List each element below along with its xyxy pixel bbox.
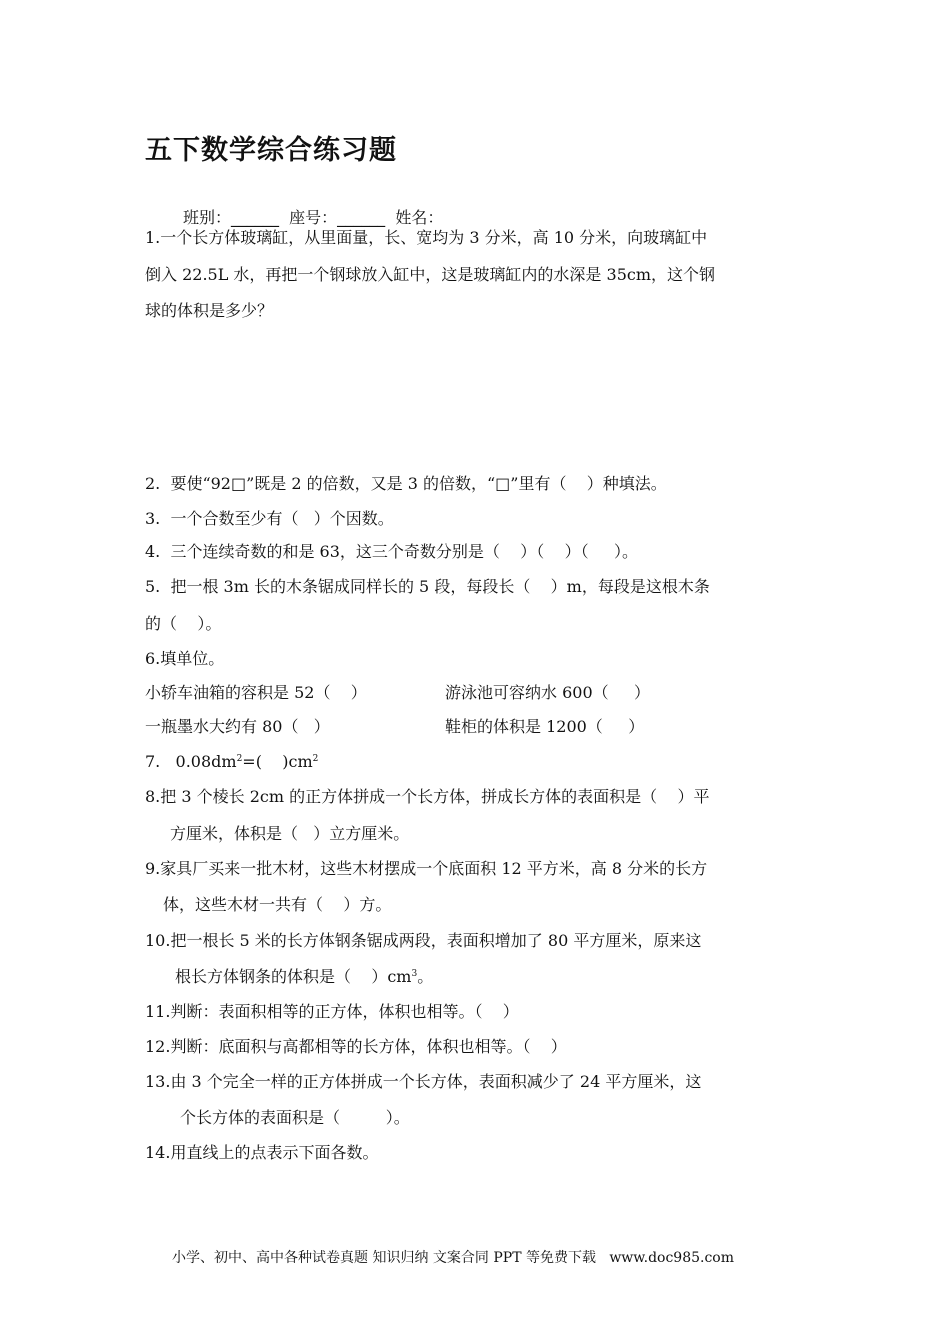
question-6-item-pool: 游泳池可容纳水 600（ ）	[445, 683, 651, 702]
question-13-line-1: 13.由 3 个完全一样的正方体拼成一个长方体，表面积减少了 24 平方厘米，这	[145, 1072, 702, 1091]
question-5-line-1: 5. 把一根 3m 长的木条锯成同样长的 5 段，每段长（ ）m，每段是这根木条	[145, 577, 710, 596]
page-title: 五下数学综合练习题	[145, 135, 397, 166]
question-6-item-ink: 一瓶墨水大约有 80（ ）	[145, 717, 330, 736]
question-6-item-shoe-cabinet: 鞋柜的体积是 1200（ ）	[445, 717, 645, 736]
question-1-line-2: 倒入 22.5L 水，再把一个钢球放入缸中，这是玻璃缸内的水深是 35cm，这个钢	[145, 265, 716, 284]
question-9-line-2: 体，这些木材一共有（ ）方。	[163, 895, 392, 914]
question-6-heading: 6.填单位。	[145, 649, 225, 668]
question-7-rhs: =( )cm	[242, 752, 313, 771]
question-11: 11.判断：表面积相等的正方体，体积也相等。（ ）	[145, 1002, 519, 1021]
question-7	[145, 752, 318, 772]
question-10-line-2-end: 。	[417, 967, 434, 986]
page-footer: 小学、初中、高中各种试卷真题 知识归纳 文案合同 PPT 等免费下载 www.doc985.com	[172, 1250, 735, 1266]
question-4: 4. 三个连续奇数的和是 63，这三个奇数分别是（ ）（ ）（ ）。	[145, 542, 639, 561]
question-2: 2. 要使“92□”既是 2 的倍数，又是 3 的倍数，“□”里有（ ）种填法。	[145, 474, 667, 493]
question-12: 12.判断：底面积与高都相等的长方体，体积也相等。（ ）	[145, 1037, 567, 1056]
question-7-lhs: 7. 0.08dm	[145, 752, 237, 771]
question-6-item-car-tank: 小轿车油箱的容积是 52（ ）	[145, 683, 367, 702]
question-8-line-1: 8.把 3 个棱长 2cm 的正方体拼成一个长方体，拼成长方体的表面积是（ ）平	[145, 787, 710, 806]
student-info-line: 班别：______ 座号：______ 姓名：	[183, 208, 444, 227]
question-7-exponent-2: 2	[312, 754, 319, 764]
question-10-line-1: 10.把一根长 5 米的长方体钢条锯成两段，表面积增加了 80 平方厘米，原来这	[145, 931, 702, 950]
question-10-exponent: 3	[411, 969, 418, 979]
question-7-exponent-1: 2	[236, 754, 243, 764]
question-10-line-2-text: 根长方体钢条的体积是（ ）cm	[175, 967, 412, 986]
question-1-line-3: 球的体积是多少？	[145, 301, 274, 320]
question-1-line-1: 1.一个长方体玻璃缸，从里面量，长、宽均为 3 分米，高 10 分米，向玻璃缸中	[145, 228, 708, 247]
question-9-line-1: 9.家具厂买来一批木材，这些木材摆成一个底面积 12 平方米，高 8 分米的长方	[145, 859, 708, 878]
question-5-line-2: 的（ ）。	[145, 614, 222, 633]
question-10-line-2	[175, 967, 433, 987]
question-14: 14.用直线上的点表示下面各数。	[145, 1143, 379, 1162]
question-13-line-2: 个长方体的表面积是（ ）。	[180, 1108, 410, 1127]
question-3: 3. 一个合数至少有（ ）个因数。	[145, 509, 394, 528]
question-8-line-2: 方厘米，体积是（ ）立方厘米。	[170, 824, 410, 843]
